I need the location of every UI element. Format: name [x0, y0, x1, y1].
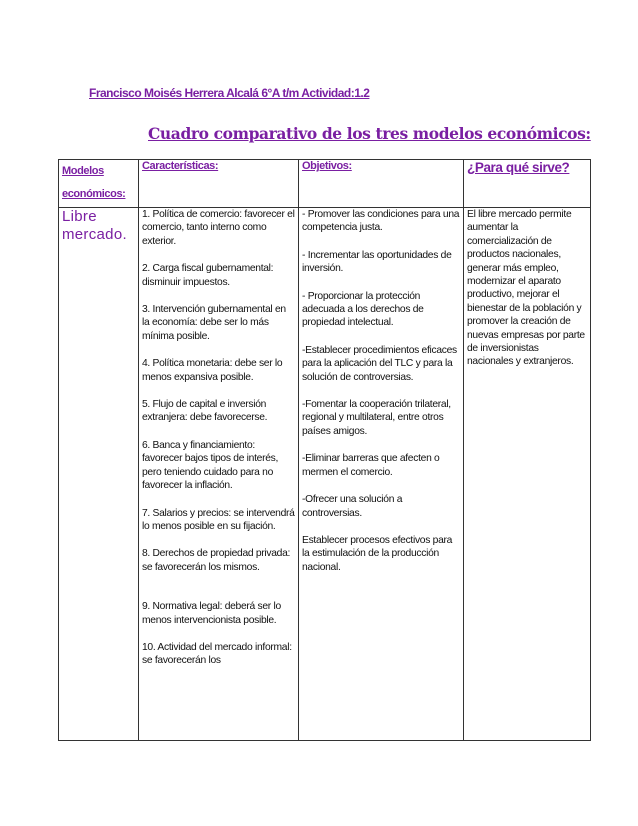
caracteristica-item: 10. Actividad del mercado informal: se favorecerán los	[142, 641, 292, 667]
header-objetivos: Objetivos:	[299, 160, 464, 208]
objetivo-item: - Proporcionar la protección adecuada a los derechos de propiedad intelectual.	[302, 290, 424, 329]
caracteristica-item: 3. Intervención gubernamental en la economía: debe ser lo más mínima posible.	[142, 304, 286, 342]
caracteristica-item: 5. Flujo de capital e inversión extranjera: debe favorecerse.	[142, 399, 268, 424]
para-que-sirve-text: El libre mercado permite aumentar la comercialización de productos nacionales, generar más empleo, modernizar el aparato productivo, mejorar el bienestar de la población y promover la creación de nuevas empresas por parte de inversionistas nacionales y extranjeros.	[467, 209, 585, 368]
para-que-sirve-cell	[464, 208, 591, 741]
caracteristica-item: 8. Derechos de propiedad privada: se favorecerán los mismos.	[142, 548, 291, 573]
caracteristica-item: 1. Política de comercio: favorecer el comercio, tanto interno como exterior.	[142, 209, 295, 247]
header-para-que-sirve: ¿Para qué sirve?	[464, 160, 591, 208]
caracteristica-item: 7. Salarios y precios: se intervendrá lo menos posible en su fijación.	[142, 507, 295, 532]
caracteristica-item: 2. Carga fiscal gubernamental: disminuir impuestos.	[142, 263, 274, 288]
objetivo-item: -Eliminar barreras que afecten o mermen el comercio.	[302, 453, 440, 478]
objetivo-item: -Fomentar la cooperación trilateral, regional y multilateral, entre otros países amigos.	[302, 399, 451, 437]
objetivo-item: -Establecer procedimientos eficaces para la aplicación del TLC y para la solución de controversias.	[302, 344, 457, 383]
objetivo-item: -Ofrecer una solución a controversias.	[302, 494, 403, 519]
comparison-table	[58, 159, 591, 741]
header-modelos-line2: económicos:	[62, 188, 126, 200]
objetivo-item: - Promover las condiciones para una competencia justa.	[302, 209, 460, 234]
author-line: Francisco Moisés Herrera Alcalá 6°A t/m Actividad:1.2	[89, 86, 370, 100]
caracteristica-item: 6. Banca y financiamiento: favorecer bajos tipos de interés, pero teniendo cuidado para no favorecer la inflación.	[142, 439, 279, 492]
model-name: Libre mercado.	[59, 208, 139, 741]
objetivos-cell	[299, 208, 464, 741]
document-title: Cuadro comparativo de los tres modelos económicos:	[148, 124, 591, 143]
caracteristica-item: 9. Normativa legal: deberá ser lo menos intervencionista posible.	[142, 601, 281, 626]
header-modelos-line1: Modelos	[62, 165, 104, 177]
caracteristicas-cell	[139, 208, 299, 741]
caracteristica-item: 4. Política monetaria: debe ser lo menos expansiva posible.	[142, 358, 283, 383]
table-header-row	[59, 160, 591, 208]
objetivo-item: Establecer procesos efectivos para la estimulación de la producción nacional.	[302, 534, 453, 573]
table-row	[59, 208, 591, 741]
objetivo-item: - Incrementar las oportunidades de inversión.	[302, 249, 452, 275]
header-caracteristicas: Características:	[139, 160, 299, 208]
header-modelos	[59, 160, 139, 208]
